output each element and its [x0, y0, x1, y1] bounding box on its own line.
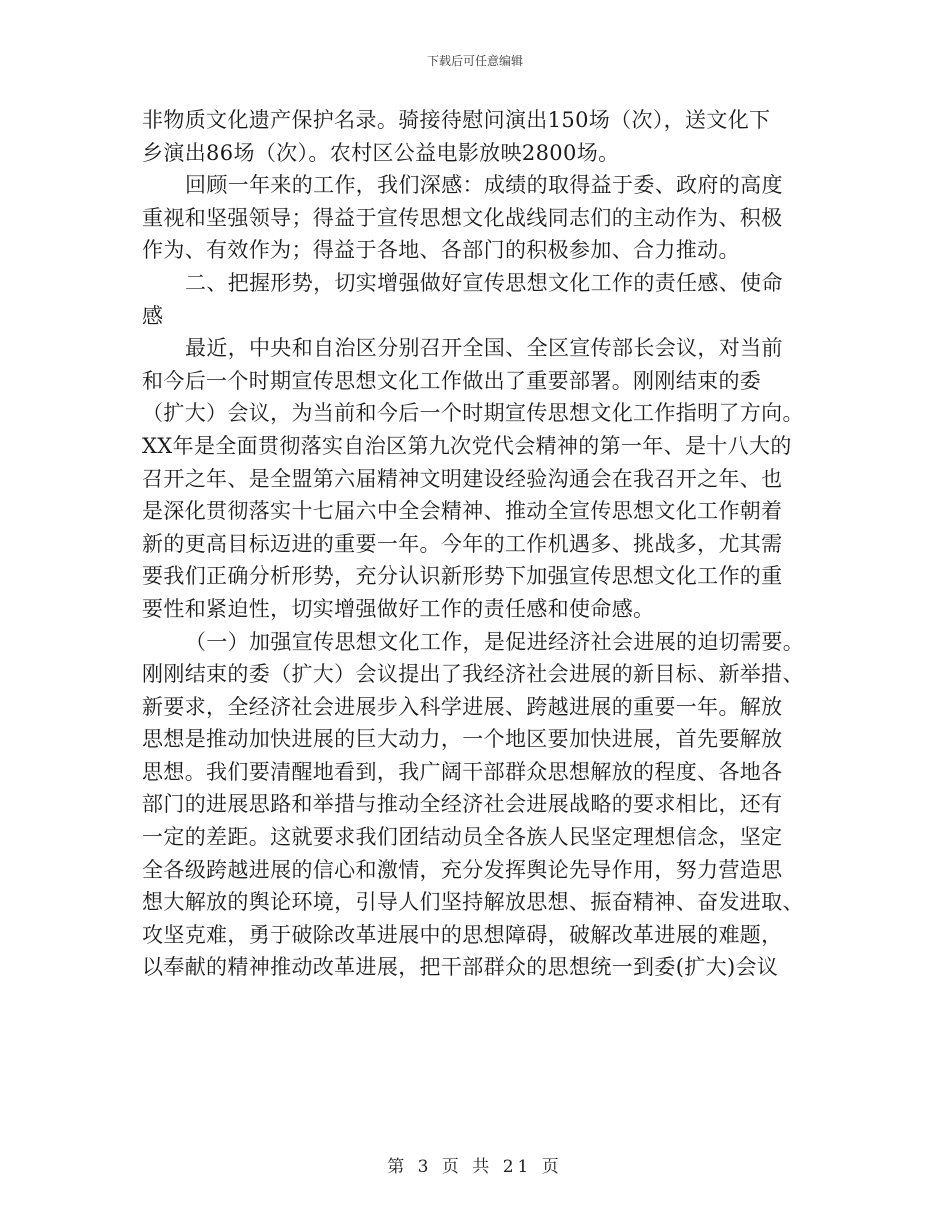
text-line: 新要求，全经济社会进展步入科学进展、跨越进展的重要一年。解放: [142, 694, 783, 719]
text-line: XX年是全面贯彻落实自治区第九次党代会精神的第一年、是十八大的: [142, 433, 792, 458]
text-line: 部门的进展思路和举措与推动全经济社会进展战略的要求相比，还有: [142, 792, 783, 817]
text-line: 新的更高目标迈进的重要一年。今年的工作机遇多、挑战多，尤其需: [142, 531, 783, 556]
text-line: 思想。我们要清醒地看到，我广阔干部群众思想解放的程度、各地各: [142, 759, 783, 784]
text-line: 非物质文化遗产保护名录。骑接待慰问演出150场（次），送文化下: [142, 108, 771, 132]
text-line: 和今后一个时期宣传思想文化工作做出了重要部署。刚刚结束的委: [142, 368, 762, 393]
text-line: 作为、有效作为；得益于各地、各部门的积极参加、合力推动。: [142, 238, 740, 263]
text-line: 攻坚克难，勇于破除改革进展中的思想障碍，破解改革进展的难题，: [142, 922, 783, 947]
text-line: 全各级跨越进展的信心和激情，充分发挥舆论先导作用，努力营造思: [142, 857, 783, 882]
text-line: （扩大）会议，为当前和今后一个时期宣传思想文化工作指明了方向。: [142, 401, 804, 426]
text-line: 要我们正确分析形势，充分认识新形势下加强宣传思想文化工作的重: [142, 564, 783, 589]
text-line: 思想是推动加快进展的巨大动力，一个地区要加快进展，首先要解放: [142, 727, 783, 752]
text-line: 想大解放的舆论环境，引导人们坚持解放思想、振奋精神、奋发进取、: [142, 890, 804, 915]
subsection-heading: （一）加强宣传思想文化工作，是促进经济社会进展的迫切需要。: [185, 629, 805, 654]
text-line: 刚刚结束的委（扩大）会议提出了我经济社会进展的新目标、新举措、: [142, 662, 804, 687]
section-heading-continued: 感: [142, 303, 164, 328]
text-line: 最近，中央和自治区分别召开全国、全区宣传部长会议，对当前: [185, 336, 783, 361]
text-line: 回顾一年来的工作，我们深感：成绩的取得益于委、政府的高度: [185, 173, 783, 198]
text-line: 重视和坚强领导；得益于宣传思想文化战线同志们的主动作为、积极: [142, 205, 783, 230]
text-line: 乡演出86场（次）。农村区公益电影放映2800场。: [142, 140, 620, 165]
text-line: 一定的差距。这就要求我们团结动员全各族人民坚定理想信念，坚定: [142, 825, 783, 850]
text-line: 以奉献的精神推动改革进展，把干部群众的思想统一到委(扩大)会议: [142, 955, 779, 980]
page-footer: 第 3 页 共 21 页: [387, 1157, 563, 1177]
page-header: 下载后可任意编辑: [426, 54, 523, 68]
text-line: 要性和紧迫性，切实增强做好工作的责任感和使命感。: [142, 596, 655, 621]
document-body: [142, 104, 808, 984]
text-line: 是深化贯彻落实十七届六中全会精神、推动全宣传思想文化工作朝着: [142, 499, 783, 524]
text-line: 召开之年、是全盟第六届精神文明建设经验沟通会在我召开之年、也: [142, 466, 783, 491]
section-heading: 二、把握形势，切实增强做好宣传思想文化工作的责任感、使命: [185, 270, 783, 295]
